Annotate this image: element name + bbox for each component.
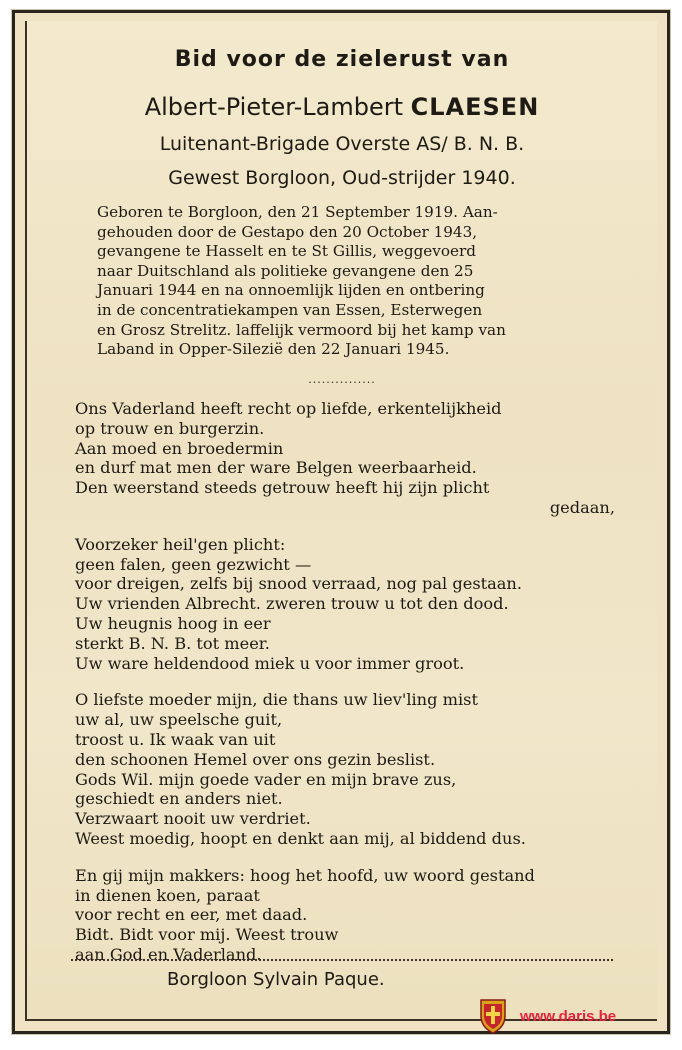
poem-line: troost u. Ik waak van uit	[75, 729, 276, 749]
bio-line: in de concentratiekampen van Essen, Esterwegen	[97, 300, 483, 319]
footer-divider	[71, 959, 613, 961]
poem-stanza-4	[75, 866, 635, 965]
name-first: Albert-Pieter-Lambert	[144, 93, 411, 121]
poem-line: in dienen koen, paraat	[75, 885, 260, 905]
memorial-card	[12, 10, 670, 1034]
poem-line: Gods Wil. mijn goede vader en mijn brave zus,	[75, 769, 457, 789]
region-line: Gewest Borgloon, Oud-strijder 1940.	[168, 167, 516, 189]
poem-line: geschiedt en anders niet.	[75, 789, 283, 809]
poem-line: en durf mat men der ware Belgen weerbaarheid.	[75, 458, 477, 478]
watermark-url: www.daris.be	[520, 1008, 617, 1025]
poem-stanza-2	[75, 535, 635, 674]
poem-line: O liefste moeder mijn, die thans uw liev'ling mist	[75, 690, 478, 710]
poem-line: Uw heugnis hoog in eer	[75, 613, 271, 633]
card-inner	[25, 21, 657, 1021]
poem-line: geen falen, geen gezwicht —	[75, 554, 312, 574]
prayer-heading: Bid voor de zielerust van	[174, 47, 510, 72]
shield-crest-icon	[478, 996, 508, 1034]
bio-line: Laband in Opper-Silezië den 22 Januari 1945.	[97, 340, 450, 359]
poem-line: Uw ware heldendood miek u voor immer groot.	[75, 653, 465, 673]
poem-line: Den weerstand steeds getrouw heeft hij zijn plicht	[75, 478, 490, 498]
bio-line: gehouden door de Gestapo den 20 October 1943,	[97, 222, 478, 241]
poem-stanza-1	[75, 399, 635, 518]
poem-line: Bidt. Bidt voor mij. Weest trouw	[75, 925, 339, 945]
biography	[97, 203, 617, 360]
name-last: CLAESEN	[410, 93, 540, 121]
poem-line: voor recht en eer, met daad.	[75, 905, 308, 925]
poem-line: En gij mijn makkers: hoog het hoofd, uw woord gestand	[75, 865, 535, 885]
poem-line: aan God en Vaderland.	[75, 944, 262, 964]
site-watermark	[478, 996, 678, 1036]
poem-line: Verzwaart nooit uw verdriet.	[75, 809, 311, 829]
poem-line: sterkt B. N. B. tot meer.	[75, 633, 270, 653]
poem-line: op trouw en burgerzin.	[75, 418, 265, 438]
poem-line: Aan moed en broedermin	[75, 438, 284, 458]
poem	[75, 399, 635, 982]
poem-line: den schoonen Hemel over ons gezin beslist.	[75, 749, 436, 769]
poem-line: Uw vrienden Albrecht. zweren trouw u tot den dood.	[75, 594, 509, 614]
poem-line: uw al, uw speelsche guit,	[75, 710, 283, 730]
bio-line: Geboren te Borgloon, den 21 September 1919. Aan-	[97, 203, 498, 221]
poem-line: voor dreigen, zelfs bij snood verraad, nog pal gestaan.	[75, 574, 522, 594]
bio-line: gevangene te Hasselt en te St Gillis, weggevoerd	[97, 242, 476, 261]
poem-line: gedaan,	[549, 497, 615, 517]
poem-line: Weest moedig, hoopt en denkt aan mij, al biddend dus.	[75, 828, 526, 848]
bio-line: naar Duitschland als politieke gevangene den 25	[97, 261, 474, 280]
poem-line: Voorzeker heil'gen plicht:	[75, 534, 286, 554]
poem-stanza-3	[75, 690, 635, 848]
bio-line: Januari 1944 en na onnoemlijk lijden en ontbering	[97, 281, 485, 300]
printer-credit: Borgloon Sylvain Paque.	[167, 969, 385, 990]
deceased-name	[27, 93, 657, 121]
rank-line: Luitenant-Brigade Overste AS/ B. N. B.	[159, 133, 525, 155]
poem-line: Ons Vaderland heeft recht op liefde, erkentelijkheid	[75, 399, 502, 418]
bio-line: en Grosz Strelitz. laffelijk vermoord bij het kamp van	[97, 320, 506, 339]
dotted-separator: ...............	[308, 373, 376, 386]
